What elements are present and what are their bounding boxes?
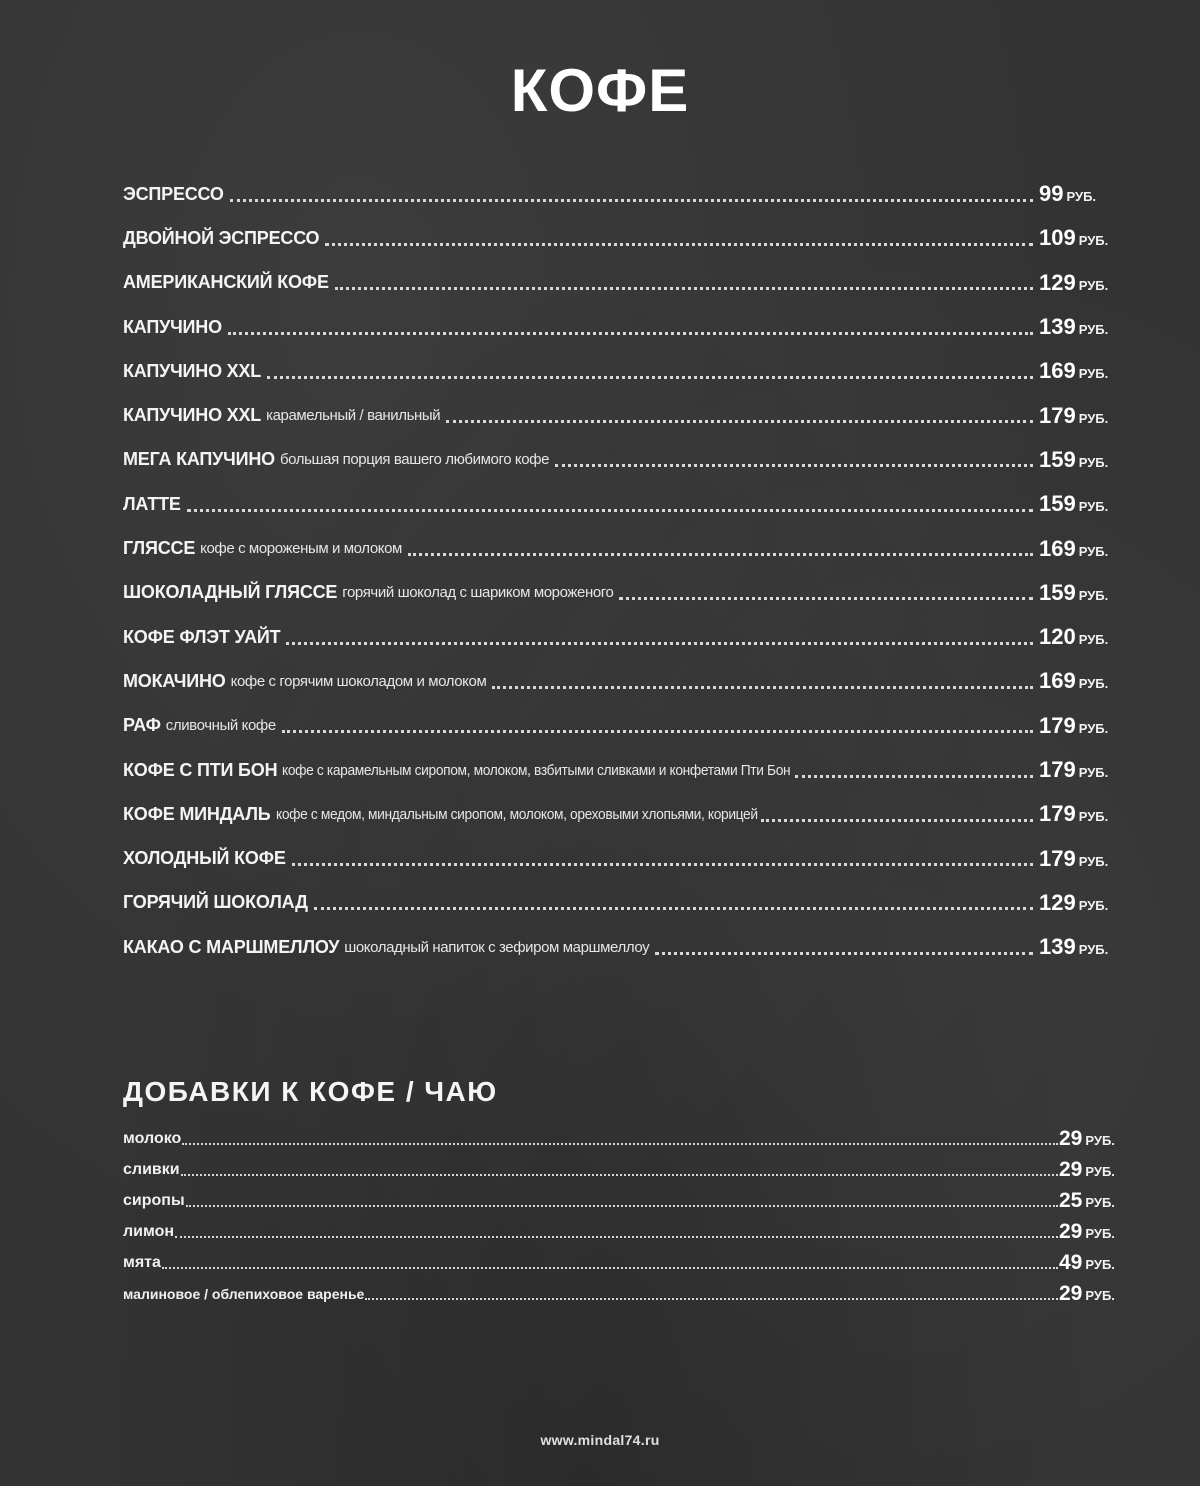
price-value: 159 <box>1039 446 1076 472</box>
price-value: 159 <box>1039 491 1076 517</box>
price-currency: РУБ. <box>1078 410 1109 426</box>
item-price <box>1039 801 1125 827</box>
coffee-menu-list <box>123 172 1125 969</box>
menu-item <box>123 881 1125 925</box>
item-price <box>1039 314 1125 340</box>
dot-leader <box>795 775 1033 778</box>
dot-leader <box>619 597 1033 600</box>
item-name: КОФЕ МИНДАЛЬ <box>123 803 271 824</box>
menu-item <box>123 571 1125 615</box>
website-url: www.mindal74.ru <box>540 1432 660 1448</box>
addon-price <box>1059 1189 1127 1213</box>
item-price <box>1039 668 1125 694</box>
menu-item <box>123 261 1125 305</box>
menu-item <box>123 792 1125 836</box>
price-value: 129 <box>1039 269 1076 295</box>
item-name: ШОКОЛАДНЫЙ ГЛЯССЕ <box>123 582 338 603</box>
dot-leader <box>282 730 1033 733</box>
addon-item <box>123 1123 1127 1154</box>
dot-leader <box>761 819 1033 822</box>
addon-item <box>123 1154 1127 1185</box>
menu-item <box>123 349 1125 393</box>
addon-price <box>1059 1220 1127 1244</box>
item-price <box>1039 358 1125 384</box>
price-value: 179 <box>1039 845 1076 871</box>
price-currency: РУБ. <box>1085 1256 1115 1272</box>
addon-name: мята <box>123 1253 161 1271</box>
item-description: карамельный / ванильный <box>266 407 441 425</box>
dot-leader <box>408 553 1033 556</box>
dot-leader <box>230 199 1033 202</box>
item-price <box>1039 225 1125 251</box>
item-name: РАФ <box>123 715 161 736</box>
item-price <box>1039 536 1125 562</box>
menu-item <box>123 925 1125 969</box>
price-currency: РУБ. <box>1078 897 1109 913</box>
addon-name: лимон <box>123 1222 175 1240</box>
addons-title: ДОБАВКИ К КОФЕ / ЧАЮ <box>123 1076 498 1107</box>
addon-price <box>1059 1127 1127 1151</box>
item-price <box>1039 934 1125 960</box>
dot-leader <box>181 1174 1058 1176</box>
price-value: 169 <box>1039 358 1076 384</box>
item-name: ХОЛОДНЫЙ КОФЕ <box>123 848 286 869</box>
menu-item <box>123 659 1125 703</box>
price-currency: РУБ. <box>1078 499 1109 515</box>
addon-item <box>123 1278 1127 1309</box>
item-name: ЭСПРЕССО <box>123 183 224 204</box>
price-value: 25 <box>1059 1188 1083 1212</box>
item-name: ДВОЙНОЙ ЭСПРЕССО <box>123 227 320 248</box>
page-title: КОФЕ <box>510 57 690 124</box>
menu-item <box>123 305 1125 349</box>
price-currency: РУБ. <box>1078 233 1109 249</box>
price-currency: РУБ. <box>1078 676 1109 692</box>
menu-item <box>123 748 1125 792</box>
price-currency: РУБ. <box>1085 1132 1115 1148</box>
item-name: КОФЕ ФЛЭТ УАЙТ <box>123 626 281 647</box>
dot-leader <box>492 686 1033 689</box>
dot-leader <box>314 907 1033 910</box>
addon-name: малиновое / облепиховое варенье <box>123 1285 365 1302</box>
menu-item <box>123 526 1125 570</box>
dot-leader <box>175 1236 1058 1238</box>
item-name: АМЕРИКАНСКИЙ КОФЕ <box>123 272 329 293</box>
menu-item <box>123 438 1125 482</box>
item-description: шоколадный напиток с зефиром маршмеллоу <box>344 938 650 956</box>
price-currency: РУБ. <box>1085 1225 1115 1241</box>
price-currency: РУБ. <box>1078 765 1109 780</box>
addon-item <box>123 1185 1127 1216</box>
item-price <box>1039 403 1125 429</box>
item-name: МЕГА КАПУЧИНО <box>123 449 275 470</box>
addon-name: сливки <box>123 1160 180 1178</box>
item-name: КАПУЧИНО <box>123 316 222 337</box>
price-value: 129 <box>1039 889 1076 915</box>
addon-price <box>1059 1282 1127 1306</box>
dot-leader <box>186 1205 1058 1207</box>
item-price <box>1039 181 1125 207</box>
item-description: кофе с карамельным сиропом, молоком, взбитыми сливками и конфетами Пти Бон <box>282 761 791 779</box>
price-value: 120 <box>1039 624 1076 650</box>
item-description: кофе с мороженым и молоком <box>200 540 402 558</box>
price-currency: РУБ. <box>1066 189 1097 205</box>
item-description: кофе с горячим шоколадом и молоком <box>230 672 487 690</box>
dot-leader <box>286 642 1033 645</box>
dot-leader <box>292 863 1033 866</box>
addon-item <box>123 1216 1127 1247</box>
dot-leader <box>267 376 1033 379</box>
menu-item <box>123 836 1125 880</box>
price-value: 159 <box>1039 579 1076 605</box>
item-price <box>1039 447 1125 473</box>
menu-item <box>123 172 1125 216</box>
price-currency: РУБ. <box>1085 1194 1115 1210</box>
menu-item <box>123 704 1125 748</box>
item-name: МОКАЧИНО <box>123 670 226 691</box>
price-currency: РУБ. <box>1078 322 1109 338</box>
dot-leader <box>655 952 1033 955</box>
item-name: КАПУЧИНО XXL <box>123 360 262 381</box>
item-description: большая порция вашего любимого кофе <box>279 451 550 469</box>
price-currency: РУБ. <box>1078 632 1109 648</box>
item-price <box>1039 491 1125 517</box>
dot-leader <box>228 332 1033 335</box>
price-currency: РУБ. <box>1085 1287 1115 1303</box>
price-value: 109 <box>1039 225 1076 251</box>
price-currency: РУБ. <box>1085 1163 1115 1179</box>
item-description: кофе с медом, миндальным сиропом, молоком, ореховыми хлопьями, корицей <box>275 805 758 823</box>
dot-leader <box>555 464 1033 467</box>
item-description: горячий шоколад с шариком мороженого <box>342 584 614 602</box>
price-value: 179 <box>1039 712 1076 738</box>
dot-leader <box>187 509 1033 512</box>
price-currency: РУБ. <box>1078 277 1109 293</box>
price-value: 29 <box>1059 1281 1083 1305</box>
price-value: 29 <box>1059 1219 1083 1243</box>
dot-leader <box>446 420 1033 423</box>
price-value: 179 <box>1039 757 1076 782</box>
item-price <box>1039 890 1125 916</box>
item-price <box>1039 846 1125 872</box>
item-name: КАПУЧИНО XXL <box>123 405 262 426</box>
item-price <box>1039 580 1125 606</box>
price-value: 49 <box>1059 1250 1083 1274</box>
item-name: ГЛЯССЕ <box>123 538 196 559</box>
item-price <box>1039 757 1125 783</box>
item-price <box>1039 270 1125 296</box>
item-name: ЛАТТЕ <box>123 493 181 514</box>
addon-name: молоко <box>123 1129 182 1147</box>
dot-leader <box>162 1267 1058 1269</box>
price-value: 29 <box>1059 1126 1083 1150</box>
price-currency: РУБ. <box>1078 366 1109 382</box>
item-name: КОФЕ С ПТИ БОН <box>123 759 278 780</box>
item-description: сливочный кофе <box>165 717 276 735</box>
addon-item <box>123 1247 1127 1278</box>
item-price <box>1039 713 1125 739</box>
price-currency: РУБ. <box>1078 587 1109 603</box>
price-currency: РУБ. <box>1078 543 1109 559</box>
addon-name: сиропы <box>123 1191 185 1209</box>
price-value: 179 <box>1039 402 1076 428</box>
menu-item <box>123 216 1125 260</box>
addons-list <box>123 1123 1127 1309</box>
menu-item <box>123 482 1125 526</box>
price-currency: РУБ. <box>1078 853 1109 869</box>
price-currency: РУБ. <box>1078 809 1109 825</box>
item-name: ГОРЯЧИЙ ШОКОЛАД <box>123 892 308 913</box>
dot-leader <box>325 243 1033 246</box>
menu-item <box>123 393 1125 437</box>
dot-leader <box>365 1298 1058 1300</box>
price-value: 169 <box>1039 668 1076 694</box>
dot-leader <box>182 1143 1058 1145</box>
price-value: 139 <box>1039 314 1076 340</box>
price-value: 99 <box>1039 181 1064 207</box>
price-value: 139 <box>1039 934 1076 960</box>
price-currency: РУБ. <box>1078 454 1109 470</box>
menu-item <box>123 615 1125 659</box>
price-value: 169 <box>1039 535 1076 561</box>
dot-leader <box>335 287 1033 290</box>
price-currency: РУБ. <box>1078 720 1109 736</box>
addon-price <box>1059 1251 1127 1275</box>
addon-price <box>1059 1158 1127 1182</box>
item-name: КАКАО С МАРШМЕЛЛОУ <box>123 936 340 957</box>
price-value: 29 <box>1059 1157 1083 1181</box>
item-price <box>1039 624 1125 650</box>
price-value: 179 <box>1039 801 1076 827</box>
price-currency: РУБ. <box>1078 942 1109 958</box>
